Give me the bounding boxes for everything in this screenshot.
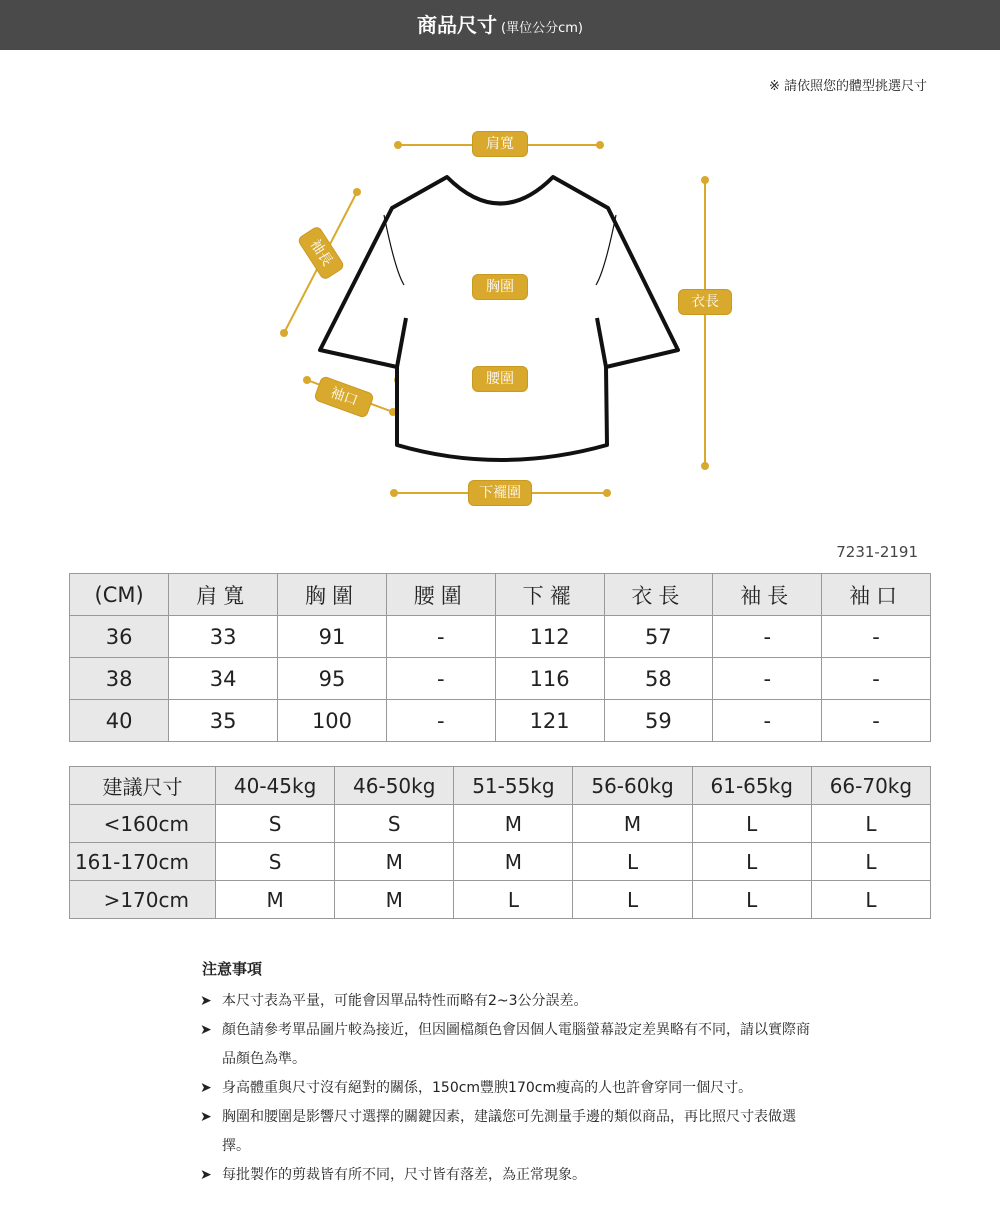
- size-cell: 59: [604, 700, 713, 742]
- product-code: 7231-2191: [836, 543, 918, 561]
- size-cell: -: [822, 700, 931, 742]
- table-row: [70, 805, 931, 843]
- rec-cell: 161-170cm: [70, 843, 216, 881]
- table-row: [70, 658, 931, 700]
- size-header: 袖長: [713, 574, 822, 616]
- size-advice-note: ※ 請依照您的體型挑選尺寸: [768, 79, 927, 94]
- rec-header: 61-65kg: [692, 767, 811, 805]
- size-cell: 116: [495, 658, 604, 700]
- size-cell: 100: [278, 700, 387, 742]
- size-cell: 33: [169, 616, 278, 658]
- note-item: [202, 987, 822, 1016]
- rec-cell: L: [454, 881, 573, 919]
- table-row: [70, 843, 931, 881]
- size-cell: -: [386, 658, 495, 700]
- table-row: [70, 616, 931, 658]
- size-header: 腰圍: [386, 574, 495, 616]
- notes-title: 注意事項: [202, 960, 263, 978]
- rec-cell: L: [811, 881, 930, 919]
- size-cell: 35: [169, 700, 278, 742]
- size-cell: 91: [278, 616, 387, 658]
- table-row: [70, 700, 931, 742]
- size-cell: -: [713, 616, 822, 658]
- note-item: [202, 1161, 822, 1190]
- arrow-icon: ➤: [200, 1022, 212, 1038]
- size-header: 下襬: [495, 574, 604, 616]
- rec-header: 40-45kg: [216, 767, 335, 805]
- rec-cell: L: [573, 881, 692, 919]
- size-cell: 95: [278, 658, 387, 700]
- size-cell: -: [822, 658, 931, 700]
- shoulder-label: 肩寬: [472, 131, 528, 157]
- size-cell: 38: [70, 658, 169, 700]
- arrow-icon: ➤: [200, 993, 212, 1009]
- rec-header: 46-50kg: [335, 767, 454, 805]
- note-text: 本尺寸表為平量，可能會因單品特性而略有2~3公分誤差。: [222, 993, 588, 1009]
- rec-cell: S: [216, 805, 335, 843]
- rec-table-header-row: [70, 767, 931, 805]
- chest-label: 胸圍: [472, 274, 528, 300]
- note-text: 身高體重與尺寸沒有絕對的關係，150cm豐腴170cm瘦高的人也許會穿同一個尺寸。: [222, 1080, 753, 1096]
- note-text: 胸圍和腰圍是影響尺寸選擇的關鍵因素，建議您可先測量手邊的類似商品，再比照尺寸表做選擇。: [222, 1109, 796, 1154]
- rec-header: 建議尺寸: [70, 767, 216, 805]
- note-text: 顏色請參考單品圖片較為接近，但因圖檔顏色會因個人電腦螢幕設定差異略有不同，請以實際商品顏色為準。: [222, 1022, 810, 1067]
- size-table: [69, 573, 931, 742]
- rec-cell: >170cm: [70, 881, 216, 919]
- rec-cell: L: [692, 805, 811, 843]
- rec-header: 56-60kg: [573, 767, 692, 805]
- size-cell: -: [386, 700, 495, 742]
- size-cell: 34: [169, 658, 278, 700]
- rec-header: 66-70kg: [811, 767, 930, 805]
- waist-label: 腰圍: [472, 366, 528, 392]
- rec-header: 51-55kg: [454, 767, 573, 805]
- rec-cell: L: [811, 843, 930, 881]
- rec-cell: L: [692, 843, 811, 881]
- size-header: 衣長: [604, 574, 713, 616]
- rec-cell: S: [216, 843, 335, 881]
- size-cell: 36: [70, 616, 169, 658]
- notes-section: [202, 958, 822, 1190]
- cuff-label: 袖口: [313, 375, 375, 419]
- rec-cell: L: [811, 805, 930, 843]
- size-table-header-row: [70, 574, 931, 616]
- rec-cell: <160cm: [70, 805, 216, 843]
- garment-diagram: [0, 120, 1000, 520]
- rec-cell: M: [454, 805, 573, 843]
- page-title: 商品尺寸: [417, 13, 498, 37]
- note-item: [202, 1103, 822, 1161]
- size-header: 胸圍: [278, 574, 387, 616]
- size-header: 袖口: [822, 574, 931, 616]
- size-cell: 57: [604, 616, 713, 658]
- sleeve-length-label: 袖長: [296, 225, 345, 281]
- rec-cell: M: [335, 881, 454, 919]
- table-row: [70, 881, 931, 919]
- arrow-icon: ➤: [200, 1109, 212, 1125]
- rec-cell: M: [335, 843, 454, 881]
- recommendation-table: [69, 766, 931, 919]
- size-cell: -: [713, 700, 822, 742]
- size-cell: 40: [70, 700, 169, 742]
- rec-cell: L: [573, 843, 692, 881]
- arrow-icon: ➤: [200, 1167, 212, 1183]
- size-cell: 112: [495, 616, 604, 658]
- page-subtitle: (單位公分cm): [501, 21, 583, 36]
- length-label: 衣長: [678, 289, 732, 315]
- rec-cell: L: [692, 881, 811, 919]
- arrow-icon: ➤: [200, 1080, 212, 1096]
- rec-cell: M: [454, 843, 573, 881]
- note-text: 每批製作的剪裁皆有所不同，尺寸皆有落差，為正常現象。: [222, 1167, 586, 1183]
- size-cell: 121: [495, 700, 604, 742]
- size-cell: -: [713, 658, 822, 700]
- size-cell: -: [386, 616, 495, 658]
- rec-cell: S: [335, 805, 454, 843]
- size-header: 肩寬: [169, 574, 278, 616]
- header-bar: [0, 0, 1000, 50]
- rec-cell: M: [573, 805, 692, 843]
- note-item: [202, 1016, 822, 1074]
- size-header: (CM): [70, 574, 169, 616]
- note-item: [202, 1074, 822, 1103]
- size-cell: 58: [604, 658, 713, 700]
- hem-label: 下襬圍: [468, 480, 532, 506]
- size-cell: -: [822, 616, 931, 658]
- rec-cell: M: [216, 881, 335, 919]
